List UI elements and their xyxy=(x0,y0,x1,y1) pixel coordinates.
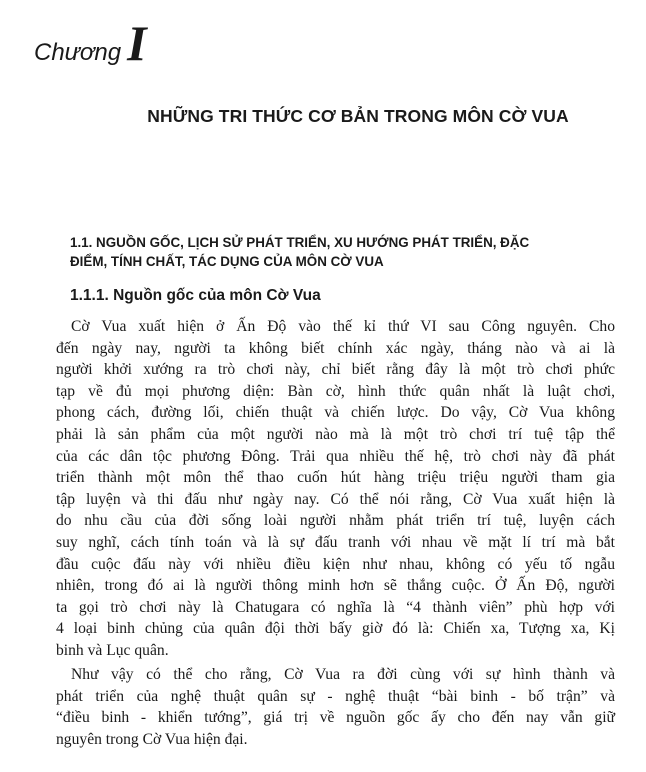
text-line: Cờ Vua xuất hiện ở Ấn Độ vào thế kỉ thứ VI sau Công nguyên. Cho xyxy=(71,318,615,335)
chapter-heading xyxy=(34,14,147,71)
text-line: “điều binh - khiển tướng”, giá trị về nguồn gốc ấy cho đến nay vẫn giữ xyxy=(56,709,615,727)
text-line: phong cách, đường lối, chiến thuật và chiến lược. Do vậy, Cờ Vua không xyxy=(56,404,615,422)
subsection-heading: 1.1.1. Nguồn gốc của môn Cờ Vua xyxy=(70,287,321,304)
text-line: phải là sản phẩm của một người nào mà là một trò chơi trí tuệ tập thể xyxy=(56,425,615,443)
text-line: nhiên, trong đó ai là người thông minh hơn sẽ thắng cuộc. Ở Ấn Độ, người xyxy=(56,577,615,595)
text-line: suy nghĩ, cách tính toán và là sự đấu tranh với nhau về mặt lí trí mà bắt xyxy=(56,533,615,551)
text-line: của các dân tộc phương Đông. Trải qua nhiều thế hệ, trò chơi này đã phát xyxy=(56,447,615,465)
paragraph xyxy=(56,316,615,662)
text-line: tạp về đủ mọi phương diện: Bàn cờ, hình thức quân nhất là luật chơi, xyxy=(56,382,615,400)
section-heading-line: 1.1. NGUỒN GỐC, LỊCH SỬ PHÁT TRIỂN, XU HƯỚNG PHÁT TRIỂN, ĐẶC xyxy=(70,235,530,250)
paragraph xyxy=(56,664,615,750)
text-line: phát triển của nghệ thuật quân sự - nghệ thuật “bài binh - bố trận” và xyxy=(56,687,615,705)
chapter-word: Chương xyxy=(34,39,122,66)
text-line: 4 loại binh chủng của quân đội thời bấy giờ đó là: Chiến xa, Tượng xa, Kị xyxy=(56,620,615,638)
text-line: đầu cuộc đấu này với nhiều điều kiện như nhau, không có yếu tố ngẫu xyxy=(56,555,615,573)
text-line: tập luyện và thi đấu như ngày nay. Có thể nói rằng, Cờ Vua xuất hiện là xyxy=(56,490,615,508)
section-heading-line: ĐIỂM, TÍNH CHẤT, TÁC DỤNG CỦA MÔN CỜ VUA xyxy=(70,254,384,269)
text-line: người khởi xướng ra trò chơi này, chỉ biết rằng đây là một trò chơi phức xyxy=(56,361,615,379)
text-line: nguyên trong Cờ Vua hiện đại. xyxy=(56,730,248,748)
chapter-number: I xyxy=(127,15,147,71)
chapter-title: NHỮNG TRI THỨC CƠ BẢN TRONG MÔN CỜ VUA xyxy=(147,106,569,126)
text-line: đến ngày nay, người ta không biết chính xác ngày, tháng nào và ai là xyxy=(56,339,615,357)
text-line: Như vậy có thể cho rằng, Cờ Vua ra đời cùng với sự hình thành và xyxy=(71,666,615,683)
text-line: triển thành một môn thể thao cuốn hút hàng triệu triệu người tham gia xyxy=(56,469,615,487)
text-line: binh và Lục quân. xyxy=(56,641,169,659)
text-line: ta gọi trò chơi này là Chatugara có nghĩa là “4 thành viên” phù hợp với xyxy=(56,598,615,616)
section-heading xyxy=(70,233,615,271)
text-line: do nhu cầu của đời sống loài người nhằm phát triển trí tuệ, luyện cách xyxy=(56,512,615,530)
